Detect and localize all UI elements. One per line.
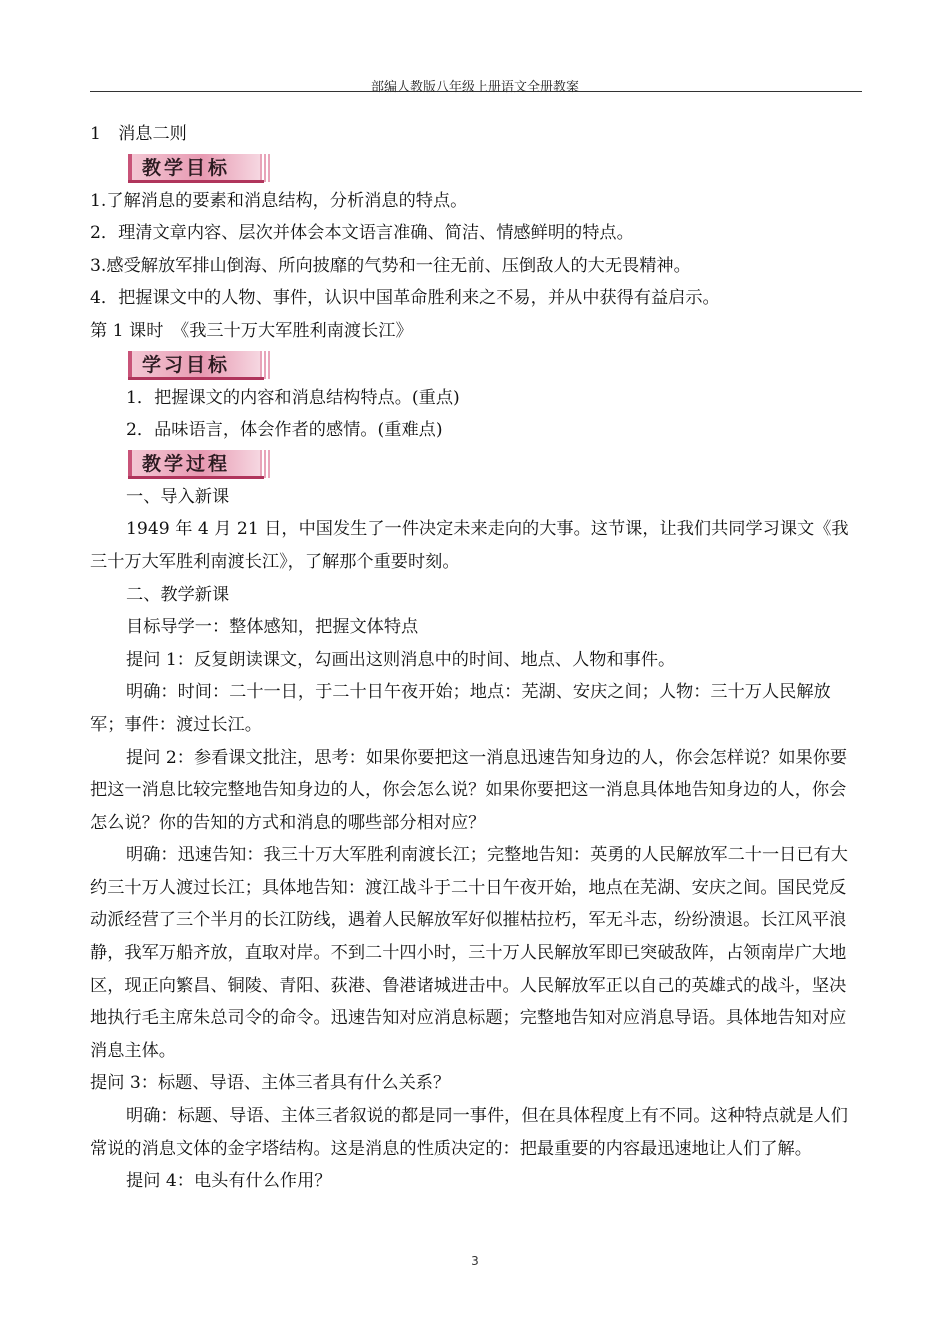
- question-4: 提问 4：电头有什么作用？: [126, 1171, 332, 1192]
- period-title: 第 1 课时 《我三十万大军胜利南渡长江》: [90, 320, 413, 341]
- page-header-title: 部编人教版八年级上册语文全册教案: [370, 80, 579, 95]
- question-2: 提问 2：参看课文批注，思考：如果你要把这一消息迅速告知身边的人，你会怎样说？如果你要把这一消息比较完整地告知身边的人，你会怎么说？如果你要把这一消息具体地告知身边的人，你会怎么说？你的告知的方式和消息的哪些部分相对应？: [90, 747, 848, 833]
- teaching-goal-item: 1.了解消息的要素和消息结构，分析消息的特点。: [90, 190, 468, 211]
- teaching-goals-banner: [128, 151, 862, 185]
- learning-goals-banner: [128, 348, 862, 382]
- teaching-goals-banner-label: 教学目标: [142, 156, 231, 179]
- page-number: 3: [471, 1254, 479, 1268]
- section-heading-new-lesson: 二、教学新课: [126, 584, 230, 605]
- teaching-process-banner: [128, 447, 862, 481]
- teaching-process-banner-label: 教学过程: [142, 452, 231, 475]
- teaching-goal-item: 2．理清文章内容、层次并体会本文语言准确、简洁、情感鲜明的特点。: [90, 223, 634, 244]
- learning-goal-item: 2．品味语言，体会作者的感情。(重难点): [126, 420, 443, 441]
- learning-goal-item: 1．把握课文的内容和消息结构特点。(重点): [126, 387, 460, 408]
- paragraph: 1949 年 4 月 21 日，中国发生了一件决定未来走向的大事。这节课，让我们共同学习课文《我三十万大军胜利南渡长江》，了解那个重要时刻。: [90, 519, 849, 572]
- answer-3: 明确：标题、导语、主体三者叙说的都是同一事件，但在具体程度上有不同。这种特点就是人们常说的消息文体的金字塔结构。这是消息的性质决定的：把最重要的内容最迅速地让人们了解。: [90, 1106, 848, 1159]
- teaching-goal-item: 3.感受解放军排山倒海、所向披靡的气势和一往无前、压倒敌人的大无畏精神。: [90, 255, 691, 276]
- answer-1: 明确：时间：二十一日，于二十日午夜开始；地点：芜湖、安庆之间；人物：三十万人民解放军；事件：渡过长江。: [90, 682, 831, 735]
- question-3: 提问 3：标题、导语、主体三者具有什么关系？: [90, 1073, 451, 1094]
- teaching-goal-item: 4．把握课文中的人物、事件，认识中国革命胜利来之不易，并从中获得有益启示。: [90, 288, 720, 309]
- header-divider: [90, 91, 862, 92]
- learning-goals-banner-label: 学习目标: [142, 353, 231, 376]
- document-body: [90, 118, 862, 1198]
- section-heading-intro: 一、导入新课: [126, 486, 230, 507]
- answer-2: 明确：迅速告知：我三十万大军胜利南渡长江；完整地告知：英勇的人民解放军二十一日已有大约三十万人渡过长江；具体地告知：渡江战斗于二十日午夜开始，地点在芜湖、安庆之间。国民党反动派经营了三个半月的长江防线，遇着人民解放军好似摧枯拉朽，军无斗志，纷纷溃退。长江风平浪静，我军万船齐放，直取对岸。不到二十四小时，三十万人民解放军即已突破敌阵，占领南岸广大地区，现正向繁昌、铜陵、青阳、荻港、鲁港诸城进击中。人民解放军正以自己的英雄式的战斗，坚决地执行毛主席朱总司令的命令。迅速告知对应消息标题；完整地告知对应消息导语。具体地告知对应消息主体。: [90, 845, 848, 1061]
- goal-guide-heading: 目标导学一：整体感知，把握文体特点: [126, 617, 419, 638]
- lesson-title: 1 消息二则: [90, 124, 187, 144]
- question-1: 提问 1：反复朗读课文，勾画出这则消息中的时间、地点、人物和事件。: [126, 649, 676, 670]
